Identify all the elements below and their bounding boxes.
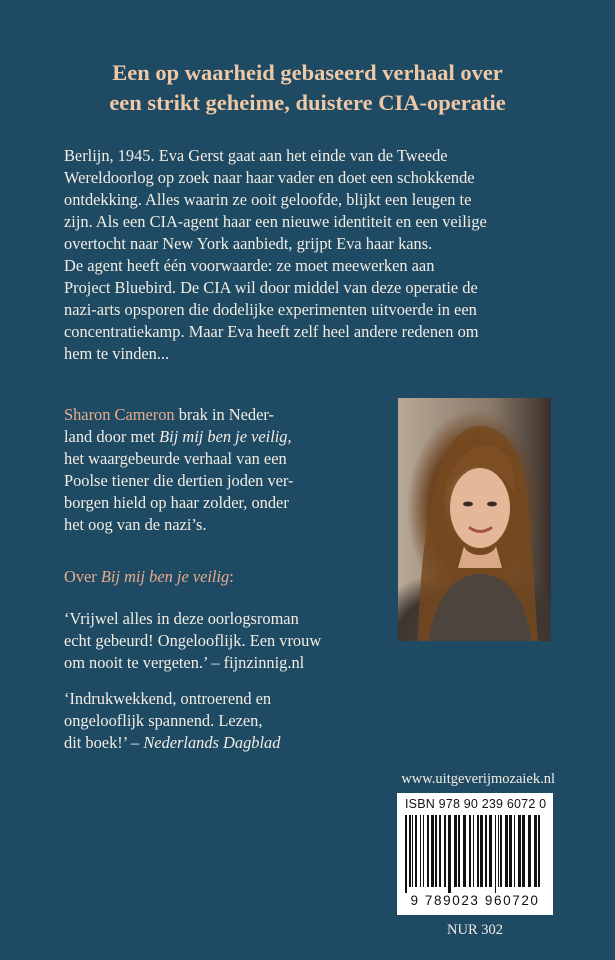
bio-text: land door met <box>64 427 160 446</box>
bio-text: brak in Neder- <box>174 405 274 424</box>
bio-line: borgen hield op haar zolder, onder <box>64 493 289 512</box>
quote-line <box>64 732 364 754</box>
blurb-line: concentratiekamp. Maar Eva heeft zelf heel andere redenen om <box>64 322 479 341</box>
headline-line-2: een strikt geheime, duistere CIA-operatie <box>109 90 506 115</box>
quote-line: ongelooflijk spannend. Lezen, <box>64 711 263 730</box>
quote-text: dit boek!’ – <box>64 733 144 752</box>
author-bio <box>64 404 376 536</box>
blurb-line: De agent heeft één voorwaarde: ze moet meewerken aan <box>64 256 435 275</box>
nur-code: NUR 302 <box>447 922 503 938</box>
blurb-line: overtocht naar New York aanbiedt, grijpt Eva haar kans. <box>64 234 433 253</box>
book-blurb <box>64 145 564 365</box>
author-portrait-illustration <box>398 398 551 641</box>
review-quote-1 <box>64 608 364 674</box>
author-name: Sharon Cameron <box>64 405 175 424</box>
bio-text: , <box>287 427 292 446</box>
over-book-title: Bij mij ben je veilig <box>100 567 230 586</box>
blurb-line: Wereldoorlog op zoek naar haar vader en doet een schokkende <box>64 168 475 187</box>
quote-line: ‘Indrukwekkend, ontroerend en <box>64 689 272 708</box>
barcode-bars <box>405 815 545 893</box>
blurb-line: hem te vinden... <box>64 344 170 363</box>
bio-line: het oog van de nazi’s. <box>64 515 207 534</box>
bio-line: Poolse tiener die dertien joden ver- <box>64 471 294 490</box>
blurb-line: Berlijn, 1945. Eva Gerst gaat aan het einde van de Tweede <box>64 146 448 165</box>
bio-line <box>64 404 376 426</box>
previous-book-title: Bij mij ben je veilig <box>159 427 288 446</box>
publisher-website: www.uitgeverijmozaiek.nl <box>401 771 555 787</box>
review-quote-2 <box>64 688 364 754</box>
isbn-barcode <box>397 793 553 915</box>
cover-headline <box>40 58 575 118</box>
bio-line <box>64 426 376 448</box>
quote-line: echt gebeurd! Ongelooflijk. Een vrouw <box>64 631 322 650</box>
blurb-line: nazi-arts opsporen die dodelijke experimenten uitvoerde in een <box>64 300 477 319</box>
blurb-line: zijn. Als een CIA-agent haar een nieuwe identiteit en een veilige <box>64 212 487 231</box>
quote-source: Nederlands Dagblad <box>143 733 281 752</box>
over-colon: : <box>229 567 234 586</box>
headline-line-1: Een op waarheid gebaseerd verhaal over <box>112 60 503 85</box>
barcode-digits: 9 789023 960720 <box>410 893 540 908</box>
author-photo <box>398 398 551 641</box>
over-text: Over <box>64 567 101 586</box>
quote-line: ‘Vrijwel alles in deze oorlogsroman <box>64 609 299 628</box>
blurb-line: Project Bluebird. De CIA wil door middel van deze operatie de <box>64 278 478 297</box>
previous-book-heading <box>64 566 384 588</box>
quote-line: om nooit te vergeten.’ – fijnzinnig.nl <box>64 653 305 672</box>
isbn-label: ISBN 978 90 239 6072 0 <box>405 797 547 811</box>
bio-line: het waargebeurde verhaal van een <box>64 449 287 468</box>
blurb-line: ontdekking. Alles waarin ze ooit geloofde, blijkt een leugen te <box>64 190 472 209</box>
